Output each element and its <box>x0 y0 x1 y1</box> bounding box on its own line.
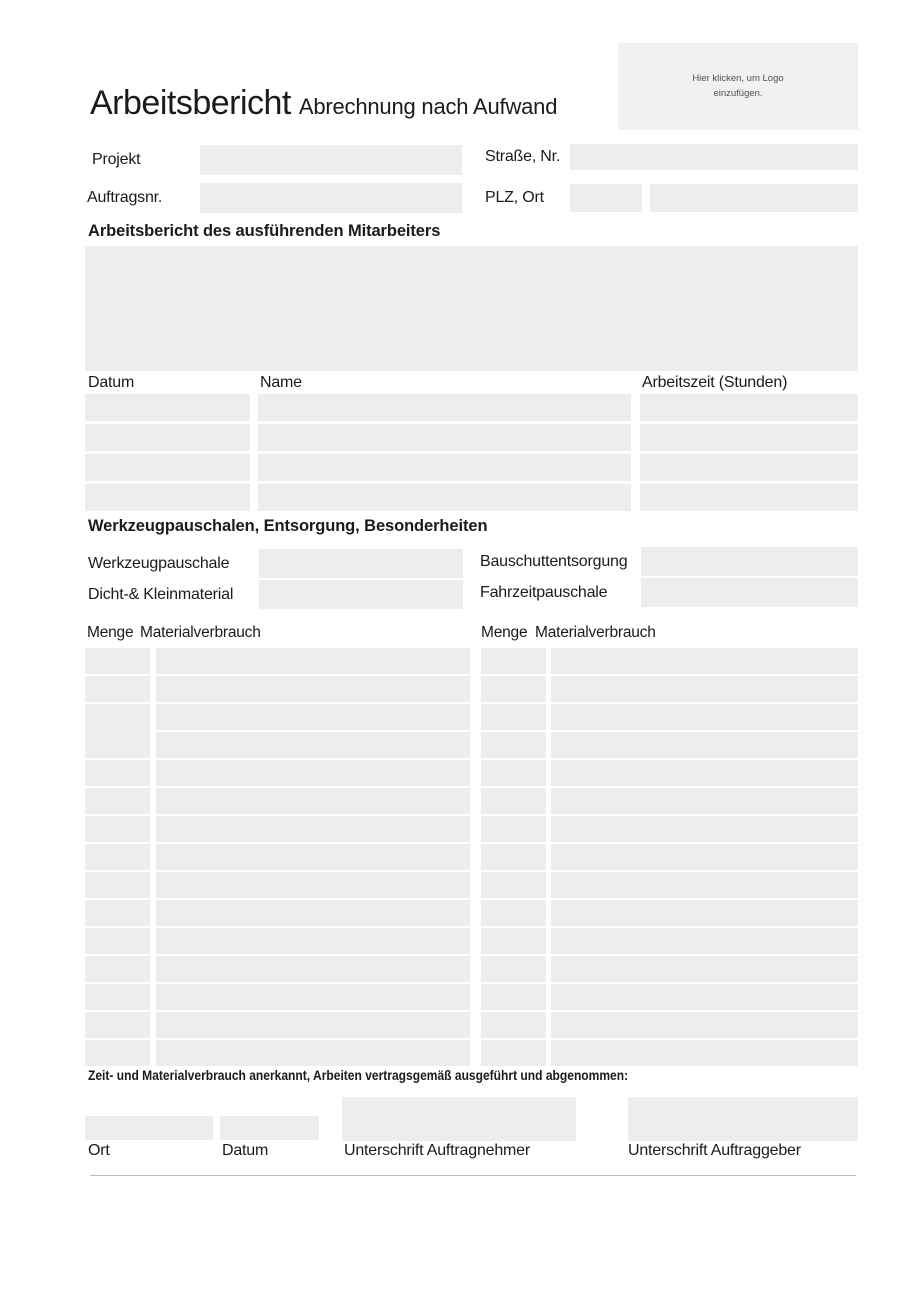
form-title-row <box>90 86 557 120</box>
materials-right-material-column <box>551 648 858 1068</box>
menge-cell[interactable] <box>481 956 546 982</box>
menge-cell[interactable] <box>85 816 150 842</box>
material-cell[interactable] <box>156 1040 470 1066</box>
work-log-header-arbeitszeit: Arbeitszeit (Stunden) <box>642 374 788 391</box>
material-cell[interactable] <box>551 648 858 674</box>
fahrzeitpauschale-label: Fahrzeitpauschale <box>480 583 608 601</box>
material-cell[interactable] <box>156 1012 470 1038</box>
work-log-row <box>85 424 858 451</box>
menge-cell[interactable] <box>481 1040 546 1066</box>
material-cell[interactable] <box>156 928 470 954</box>
menge-cell[interactable] <box>481 816 546 842</box>
ort-label: Ort <box>88 1142 110 1159</box>
menge-cell[interactable] <box>481 760 546 786</box>
material-cell[interactable] <box>551 732 858 758</box>
work-log-arbeitszeit-cell[interactable] <box>640 484 858 511</box>
bauschuttentsorgung-input[interactable] <box>641 547 858 576</box>
material-cell[interactable] <box>156 816 470 842</box>
work-log-header-name: Name <box>260 374 302 391</box>
material-cell[interactable] <box>551 928 858 954</box>
footer-divider <box>90 1175 856 1176</box>
work-report-textarea[interactable] <box>85 246 858 371</box>
material-cell[interactable] <box>551 844 858 870</box>
approval-statement: Zeit- und Materialverbrauch anerkannt, Arbeiten vertragsgemäß ausgeführt und abgenommen: <box>88 1067 629 1083</box>
work-log-arbeitszeit-cell[interactable] <box>640 454 858 481</box>
menge-cell[interactable] <box>481 844 546 870</box>
material-cell[interactable] <box>551 676 858 702</box>
menge-cell[interactable] <box>85 900 150 926</box>
auftragsnr-input[interactable] <box>200 183 462 213</box>
menge-cell[interactable] <box>481 704 546 730</box>
logo-placeholder-text: Hier klicken, um Logo einzufügen. <box>692 72 784 99</box>
plz-ort-label: PLZ, Ort <box>485 189 544 206</box>
material-cell[interactable] <box>551 1012 858 1038</box>
menge-cell[interactable] <box>481 984 546 1010</box>
menge-cell[interactable] <box>481 872 546 898</box>
work-log-datum-cell[interactable] <box>85 394 250 421</box>
work-log-row <box>85 484 858 511</box>
menge-cell[interactable] <box>85 844 150 870</box>
material-cell[interactable] <box>156 676 470 702</box>
unterschrift-auftraggeber-box[interactable] <box>628 1097 858 1141</box>
projekt-label: Projekt <box>92 151 141 168</box>
menge-cell[interactable] <box>85 788 150 814</box>
material-cell[interactable] <box>156 788 470 814</box>
menge-cell[interactable] <box>481 648 546 674</box>
material-cell[interactable] <box>156 760 470 786</box>
material-cell[interactable] <box>156 704 470 730</box>
work-log-name-cell[interactable] <box>258 424 631 451</box>
menge-cell[interactable] <box>85 704 150 758</box>
work-log-row <box>85 454 858 481</box>
materials-left-material-column <box>156 648 470 1068</box>
menge-cell[interactable] <box>481 928 546 954</box>
form-subtitle: Abrechnung nach Aufwand <box>298 94 558 119</box>
work-log-datum-cell[interactable] <box>85 454 250 481</box>
material-cell[interactable] <box>156 900 470 926</box>
menge-cell[interactable] <box>481 788 546 814</box>
unterschrift-auftragnehmer-box[interactable] <box>342 1097 576 1141</box>
material-cell[interactable] <box>551 816 858 842</box>
projekt-input[interactable] <box>200 145 462 175</box>
menge-cell[interactable] <box>85 760 150 786</box>
materials-left-menge-header: Menge <box>87 624 134 642</box>
werkzeugpauschale-input[interactable] <box>259 549 463 578</box>
menge-cell[interactable] <box>481 732 546 758</box>
fahrzeitpauschale-input[interactable] <box>641 578 858 607</box>
materials-right-material-header: Materialverbrauch <box>535 624 656 642</box>
auftragsnr-label: Auftragsnr. <box>87 189 163 206</box>
work-log-header-datum: Datum <box>88 374 135 391</box>
material-cell[interactable] <box>551 984 858 1010</box>
menge-cell[interactable] <box>85 984 150 1010</box>
bauschuttentsorgung-label: Bauschuttentsorgung <box>480 552 628 570</box>
work-log-datum-cell[interactable] <box>85 424 250 451</box>
materials-right-menge-column <box>481 648 546 1068</box>
menge-cell[interactable] <box>481 900 546 926</box>
work-log-name-cell[interactable] <box>258 394 631 421</box>
material-cell[interactable] <box>156 732 470 758</box>
materials-left-menge-column <box>85 648 150 1068</box>
ort-signature-input[interactable] <box>85 1116 213 1140</box>
menge-cell[interactable] <box>85 1012 150 1038</box>
unterschrift-auftragnehmer-label: Unterschrift Auftragnehmer <box>344 1142 530 1159</box>
form-title: Arbeitsbericht <box>90 84 291 122</box>
work-log-datum-cell[interactable] <box>85 484 250 511</box>
datum-label: Datum <box>222 1142 269 1159</box>
menge-cell[interactable] <box>85 1040 150 1066</box>
work-log-rows <box>85 394 858 514</box>
dicht-kleinmaterial-label: Dicht-& Kleinmaterial <box>88 585 234 603</box>
menge-cell[interactable] <box>85 676 150 702</box>
work-log-name-cell[interactable] <box>258 484 631 511</box>
material-cell[interactable] <box>156 984 470 1010</box>
menge-cell[interactable] <box>85 928 150 954</box>
strasse-nr-input[interactable] <box>570 144 858 170</box>
werkzeugpauschale-label: Werkzeugpauschale <box>88 554 230 572</box>
material-cell[interactable] <box>156 872 470 898</box>
menge-cell[interactable] <box>481 676 546 702</box>
menge-cell[interactable] <box>85 872 150 898</box>
work-log-arbeitszeit-cell[interactable] <box>640 394 858 421</box>
surcharges-heading: Werkzeugpauschalen, Entsorgung, Besonderheiten <box>88 517 488 535</box>
material-cell[interactable] <box>156 648 470 674</box>
menge-cell[interactable] <box>85 956 150 982</box>
work-log-name-cell[interactable] <box>258 454 631 481</box>
menge-cell[interactable] <box>85 648 150 674</box>
datum-signature-input[interactable] <box>220 1116 319 1140</box>
work-log-row <box>85 394 858 421</box>
material-cell[interactable] <box>551 704 858 730</box>
material-cell[interactable] <box>551 872 858 898</box>
dicht-kleinmaterial-input[interactable] <box>259 580 463 609</box>
material-cell[interactable] <box>551 900 858 926</box>
material-cell[interactable] <box>551 1040 858 1066</box>
material-cell[interactable] <box>156 844 470 870</box>
work-report-heading: Arbeitsbericht des ausführenden Mitarbeiters <box>88 222 441 240</box>
plz-input[interactable] <box>570 184 642 212</box>
menge-cell[interactable] <box>481 1012 546 1038</box>
material-cell[interactable] <box>551 760 858 786</box>
material-cell[interactable] <box>551 788 858 814</box>
material-cell[interactable] <box>156 956 470 982</box>
strasse-nr-label: Straße, Nr. <box>485 148 561 165</box>
materials-left-material-header: Materialverbrauch <box>140 624 261 642</box>
material-cell[interactable] <box>551 956 858 982</box>
materials-right-menge-header: Menge <box>481 624 528 642</box>
unterschrift-auftraggeber-label: Unterschrift Auftraggeber <box>628 1142 801 1159</box>
work-log-arbeitszeit-cell[interactable] <box>640 424 858 451</box>
logo-upload-placeholder[interactable] <box>618 43 858 130</box>
ort-input[interactable] <box>650 184 858 212</box>
